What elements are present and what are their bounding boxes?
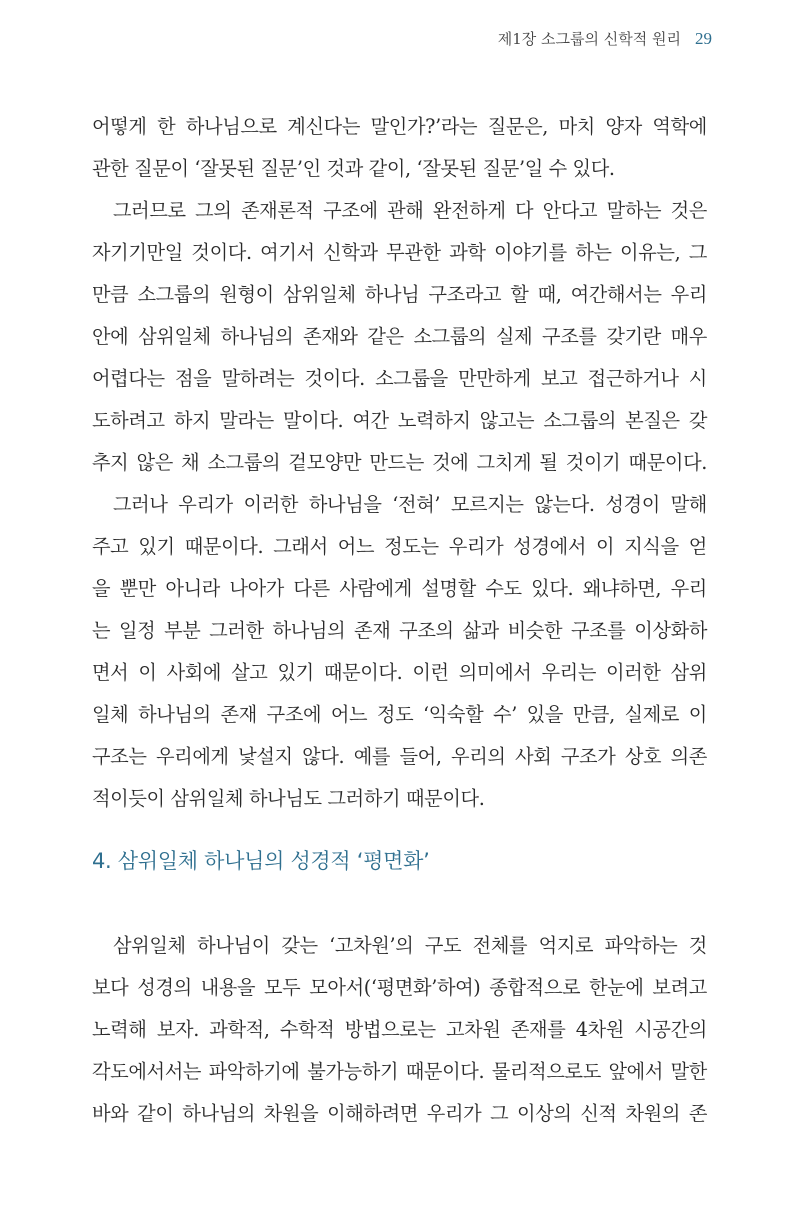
text-line: 구조는 우리에게 낯설지 않다. 예를 들어, 우리의 사회 구조가 상호 의존 <box>92 745 707 768</box>
paragraph-1 <box>92 106 707 820</box>
page-number: 29 <box>695 29 712 48</box>
text-line: 그러므로 그의 존재론적 구조에 관해 완전하게 다 안다고 말하는 것은 <box>113 199 707 222</box>
text-line: 면서 이 사회에 살고 있기 때문이다. 이런 의미에서 우리는 이러한 삼위 <box>92 661 707 684</box>
text-line: 노력해 보자. 과학적, 수학적 방법으로는 고차원 존재를 4차원 시공간의 <box>92 1018 707 1041</box>
text-line: 안에 삼위일체 하나님의 존재와 같은 소그룹의 실제 구조를 갖기란 매우 <box>92 325 707 348</box>
running-header <box>498 28 712 49</box>
text-line: 어떻게 한 하나님으로 계신다는 말인가?’라는 질문은, 마치 양자 역학에 <box>92 115 707 138</box>
chapter-title: 제1장 소그룹의 신학적 원리 <box>497 30 681 48</box>
text-line: 각도에서서는 파악하기에 불가능하기 때문이다. 물리적으로도 앞에서 말한 <box>92 1060 707 1083</box>
text-line: 그러나 우리가 이러한 하나님을 ‘전혀’ 모르지는 않는다. 성경이 말해 <box>113 493 707 516</box>
text-line: 추지 않은 채 소그룹의 겉모양만 만드는 것에 그치게 될 것이기 때문이다. <box>92 451 707 474</box>
text-line: 보다 성경의 내용을 모두 모아서(‘평면화’하여) 종합적으로 한눈에 보려고 <box>92 976 707 999</box>
text-line: 자기기만일 것이다. 여기서 신학과 무관한 과학 이야기를 하는 이유는, 그 <box>92 241 707 264</box>
section-heading: 4. 삼위일체 하나님의 성경적 ‘평면화’ <box>92 849 430 873</box>
text-line: 일체 하나님의 존재 구조에 어느 정도 ‘익숙할 수’ 있을 만큼, 실제로 이 <box>92 703 707 726</box>
text-line: 만큼 소그룹의 원형이 삼위일체 하나님 구조라고 할 때, 여간해서는 우리 <box>92 283 707 306</box>
text-line: 을 뿐만 아니라 나아가 다른 사람에게 설명할 수도 있다. 왜냐하면, 우리 <box>92 577 707 600</box>
text-line: 주고 있기 때문이다. 그래서 어느 정도는 우리가 성경에서 이 지식을 얻 <box>92 535 707 558</box>
text-line: 어렵다는 점을 말하려는 것이다. 소그룹을 만만하게 보고 접근하거나 시 <box>92 367 707 390</box>
text-line: 관한 질문이 ‘잘못된 질문’인 것과 같이, ‘잘못된 질문’일 수 있다. <box>92 157 615 180</box>
paragraph-4 <box>92 925 707 1135</box>
text-line: 삼위일체 하나님이 갖는 ‘고차원’의 구도 전체를 억지로 파악하는 것 <box>113 934 707 957</box>
text-line: 도하려고 하지 말라는 말이다. 여간 노력하지 않고는 소그룹의 본질은 갖 <box>92 409 707 432</box>
text-line: 바와 같이 하나님의 차원을 이해하려면 우리가 그 이상의 신적 차원의 존 <box>92 1102 707 1125</box>
text-line: 적이듯이 삼위일체 하나님도 그러하기 때문이다. <box>92 787 485 810</box>
text-line: 는 일정 부분 그러한 하나님의 존재 구조의 삶과 비슷한 구조를 이상화하 <box>92 619 707 642</box>
